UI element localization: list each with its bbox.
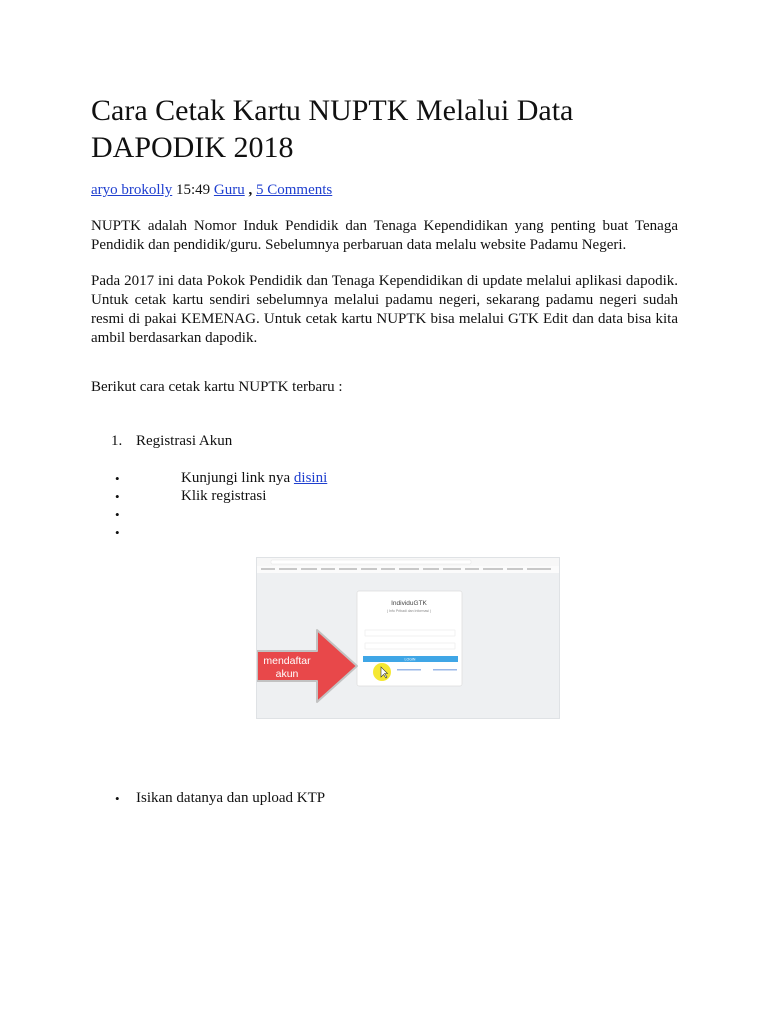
article-title: Cara Cetak Kartu NUPTK Melalui Data DAPODIK 2018: [91, 94, 574, 164]
bullet-kunjungi: [181, 469, 327, 488]
bullet-klik-registrasi: Klik registrasi: [181, 488, 267, 504]
post-meta: [91, 182, 332, 199]
screenshot-graphic: [257, 558, 559, 718]
post-time: 15:49: [175, 182, 211, 198]
email-field[interactable]: [365, 630, 455, 636]
category-link[interactable]: Guru: [213, 182, 245, 198]
step-number: 1.: [111, 433, 123, 449]
steps-intro: Berikut cara cetak kartu NUPTK terbaru :: [91, 379, 343, 395]
login-button-label: LOGIN: [404, 657, 416, 662]
paragraph-intro: NUPTK adalah Nomor Induk Pendidik dan Tenaga Kependidikan yang penting buat Tenaga Pendidik dan pendidik/guru. Sebelumnya perbaruan data melalu website Padamu Negeri.: [91, 218, 678, 253]
bullet-dot: •: [115, 471, 120, 486]
paragraph-dapodik: Pada 2017 ini data Pokok Pendidik dan Tenaga Kependidikan di update melalui aplikasi dapodik. Untuk cetak kartu sendiri sebelumnya melalui padamu negeri, sekarang padamu negeri sudah resmi di pakai KEMENAG. Untuk cetak kartu NUPTK bisa melalui GTK Edit dan data bisa kita ambil berdasarkan dapodik.: [91, 273, 678, 346]
app-title: IndividuGTK: [391, 600, 427, 607]
bullet-dot: •: [115, 489, 120, 504]
comments-link[interactable]: 5 Comments: [255, 182, 333, 198]
bullet-isikan-data: Isikan datanya dan upload KTP: [136, 790, 326, 806]
app-subtitle: ( Info Pribadi dan Informasi ): [386, 609, 432, 613]
bullet-dot: •: [115, 507, 120, 522]
arrow-label-line1: mendaftar: [263, 655, 311, 667]
arrow-label-line2: akun: [275, 668, 299, 680]
step-registrasi-akun: Registrasi Akun: [136, 433, 233, 449]
meta-separator: ,: [248, 182, 253, 198]
disini-link[interactable]: disini: [293, 470, 328, 486]
bullet-kunjungi-text: Kunjungi link nya: [181, 470, 294, 486]
bullet-dot: •: [115, 525, 120, 540]
password-field[interactable]: [365, 643, 455, 649]
bullet-dot: •: [115, 791, 120, 806]
registration-screenshot: [256, 557, 560, 719]
forgot-link[interactable]: [397, 669, 421, 671]
help-link[interactable]: [433, 669, 457, 671]
url-field: [271, 560, 471, 564]
bookmark-items: [261, 568, 551, 570]
author-link[interactable]: aryo brokolly: [91, 182, 173, 198]
